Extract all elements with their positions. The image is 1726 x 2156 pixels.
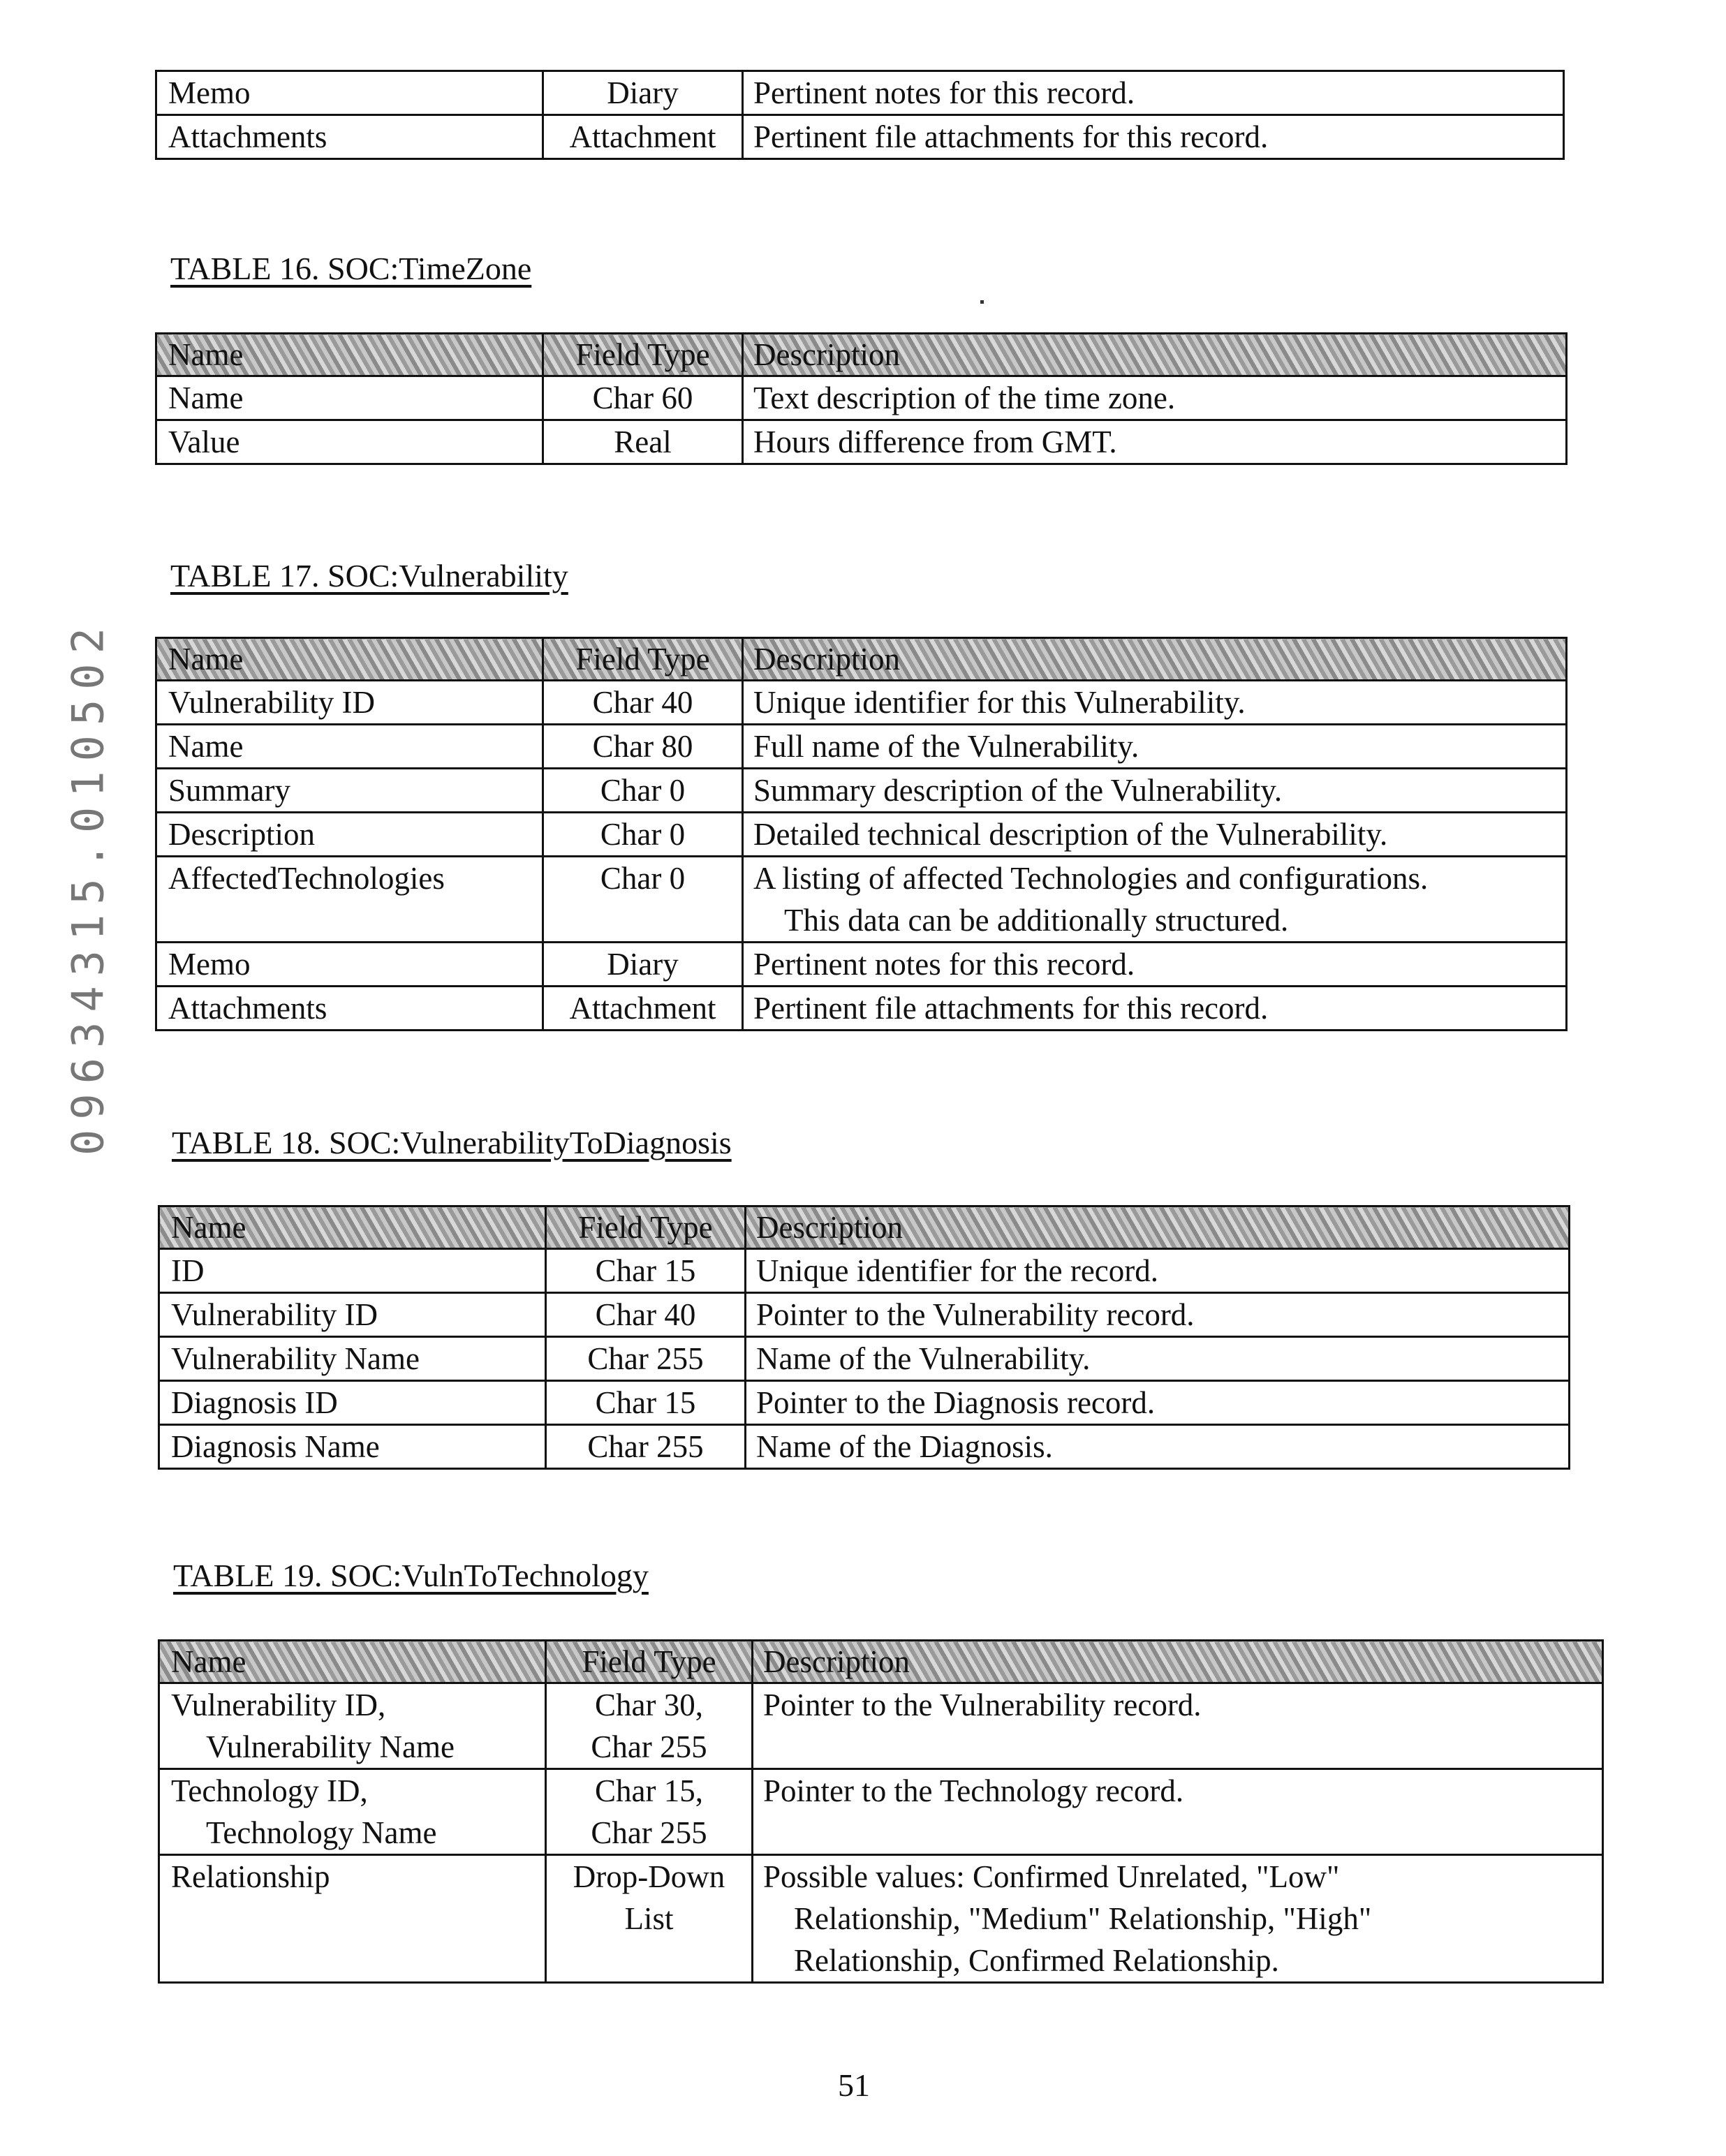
cell-description: Hours difference from GMT. bbox=[743, 420, 1567, 464]
table-caption: TABLE 17. SOC:Vulnerability bbox=[170, 557, 568, 594]
table-row bbox=[156, 725, 1567, 769]
speck bbox=[980, 300, 984, 304]
cell-field-type: Char 0 bbox=[543, 857, 743, 943]
header-name: Name bbox=[159, 1641, 546, 1683]
table-row bbox=[159, 1337, 1570, 1381]
table-header-row bbox=[156, 638, 1567, 681]
cell-name: Vulnerability ID, Vulnerability Name bbox=[159, 1683, 546, 1769]
cell-description: Unique identifier for this Vulnerability. bbox=[743, 681, 1567, 725]
cell-description: Possible values: Confirmed Unrelated, "Low" Relationship, "Medium" Relationship, "High" Relationship, Confirmed Relationship. bbox=[753, 1855, 1603, 1983]
cell-name: Value bbox=[156, 420, 543, 464]
header-description: Description bbox=[743, 638, 1567, 681]
field-table bbox=[158, 1205, 1570, 1470]
table-row bbox=[159, 1769, 1603, 1855]
table-row bbox=[156, 71, 1564, 115]
cell-name: Name bbox=[156, 725, 543, 769]
header-field-type: Field Type bbox=[543, 334, 743, 376]
table-caption: TABLE 16. SOC:TimeZone bbox=[170, 250, 531, 287]
cell-field-type: Attachment bbox=[543, 115, 743, 159]
cell-description: A listing of affected Technologies and configurations. This data can be additionally structured. bbox=[743, 857, 1567, 943]
table-row bbox=[159, 1855, 1603, 1983]
cell-name: Technology ID, Technology Name bbox=[159, 1769, 546, 1855]
cell-name: Vulnerability Name bbox=[159, 1337, 546, 1381]
cell-description: Unique identifier for the record. bbox=[746, 1249, 1570, 1293]
cell-field-type: Char 15, Char 255 bbox=[546, 1769, 753, 1855]
table-row bbox=[159, 1249, 1570, 1293]
cell-field-type: Char 255 bbox=[546, 1425, 746, 1469]
header-description: Description bbox=[746, 1206, 1570, 1249]
cell-name: Description bbox=[156, 813, 543, 857]
header-field-type: Field Type bbox=[546, 1641, 753, 1683]
side-stamp: 09634315.010502 bbox=[67, 607, 109, 1166]
cell-description: Pointer to the Technology record. bbox=[753, 1769, 1603, 1855]
cell-name: Vulnerability ID bbox=[156, 681, 543, 725]
cell-field-type: Char 80 bbox=[543, 725, 743, 769]
cell-name: Summary bbox=[156, 769, 543, 813]
field-table bbox=[155, 637, 1568, 1031]
cell-description: Pertinent file attachments for this record. bbox=[743, 987, 1567, 1031]
table-row bbox=[159, 1425, 1570, 1469]
cell-field-type: Char 30, Char 255 bbox=[546, 1683, 753, 1769]
cell-description: Pointer to the Vulnerability record. bbox=[746, 1293, 1570, 1337]
table-row bbox=[156, 987, 1567, 1031]
header-name: Name bbox=[159, 1206, 546, 1249]
cell-name: Diagnosis Name bbox=[159, 1425, 546, 1469]
cell-name: AffectedTechnologies bbox=[156, 857, 543, 943]
cell-field-type: Drop-Down List bbox=[546, 1855, 753, 1983]
table-row bbox=[159, 1683, 1603, 1769]
cell-field-type: Char 0 bbox=[543, 813, 743, 857]
cell-name: Attachments bbox=[156, 987, 543, 1031]
cell-field-type: Diary bbox=[543, 71, 743, 115]
header-description: Description bbox=[743, 334, 1567, 376]
page-number: 51 bbox=[838, 2067, 870, 2104]
cell-field-type: Char 40 bbox=[543, 681, 743, 725]
cell-description: Detailed technical description of the Vulnerability. bbox=[743, 813, 1567, 857]
table-row bbox=[159, 1381, 1570, 1425]
cell-field-type: Attachment bbox=[543, 987, 743, 1031]
cell-description: Name of the Vulnerability. bbox=[746, 1337, 1570, 1381]
table-header-row bbox=[159, 1206, 1570, 1249]
header-field-type: Field Type bbox=[543, 638, 743, 681]
table-caption: TABLE 19. SOC:VulnToTechnology bbox=[173, 1557, 649, 1594]
cell-description: Full name of the Vulnerability. bbox=[743, 725, 1567, 769]
cell-description: Pertinent file attachments for this record. bbox=[743, 115, 1564, 159]
cell-field-type: Diary bbox=[543, 943, 743, 987]
cell-field-type: Char 255 bbox=[546, 1337, 746, 1381]
cell-name: Memo bbox=[156, 943, 543, 987]
cell-field-type: Char 15 bbox=[546, 1249, 746, 1293]
cell-name: Diagnosis ID bbox=[159, 1381, 546, 1425]
table-row bbox=[159, 1293, 1570, 1337]
cell-field-type: Real bbox=[543, 420, 743, 464]
cell-field-type: Char 40 bbox=[546, 1293, 746, 1337]
header-description: Description bbox=[753, 1641, 1603, 1683]
cell-description: Name of the Diagnosis. bbox=[746, 1425, 1570, 1469]
header-name: Name bbox=[156, 334, 543, 376]
cell-name: Memo bbox=[156, 71, 543, 115]
cell-name: Vulnerability ID bbox=[159, 1293, 546, 1337]
field-table bbox=[155, 70, 1565, 160]
cell-field-type: Char 15 bbox=[546, 1381, 746, 1425]
cell-description: Summary description of the Vulnerability. bbox=[743, 769, 1567, 813]
cell-description: Pertinent notes for this record. bbox=[743, 943, 1567, 987]
table-row bbox=[156, 681, 1567, 725]
table-row bbox=[156, 420, 1567, 464]
cell-description: Pertinent notes for this record. bbox=[743, 71, 1564, 115]
cell-name: Attachments bbox=[156, 115, 543, 159]
table-row bbox=[156, 813, 1567, 857]
table-row bbox=[156, 376, 1567, 420]
cell-description: Text description of the time zone. bbox=[743, 376, 1567, 420]
table-row bbox=[156, 115, 1564, 159]
cell-field-type: Char 0 bbox=[543, 769, 743, 813]
table-caption: TABLE 18. SOC:VulnerabilityToDiagnosis bbox=[172, 1124, 732, 1161]
cell-description: Pointer to the Diagnosis record. bbox=[746, 1381, 1570, 1425]
field-table bbox=[158, 1639, 1604, 1984]
cell-name: Relationship bbox=[159, 1855, 546, 1983]
header-field-type: Field Type bbox=[546, 1206, 746, 1249]
field-table bbox=[155, 332, 1568, 465]
table-row bbox=[156, 943, 1567, 987]
header-name: Name bbox=[156, 638, 543, 681]
cell-name: Name bbox=[156, 376, 543, 420]
cell-description: Pointer to the Vulnerability record. bbox=[753, 1683, 1603, 1769]
table-header-row bbox=[159, 1641, 1603, 1683]
table-row bbox=[156, 857, 1567, 943]
table-header-row bbox=[156, 334, 1567, 376]
cell-name: ID bbox=[159, 1249, 546, 1293]
table-row bbox=[156, 769, 1567, 813]
cell-field-type: Char 60 bbox=[543, 376, 743, 420]
